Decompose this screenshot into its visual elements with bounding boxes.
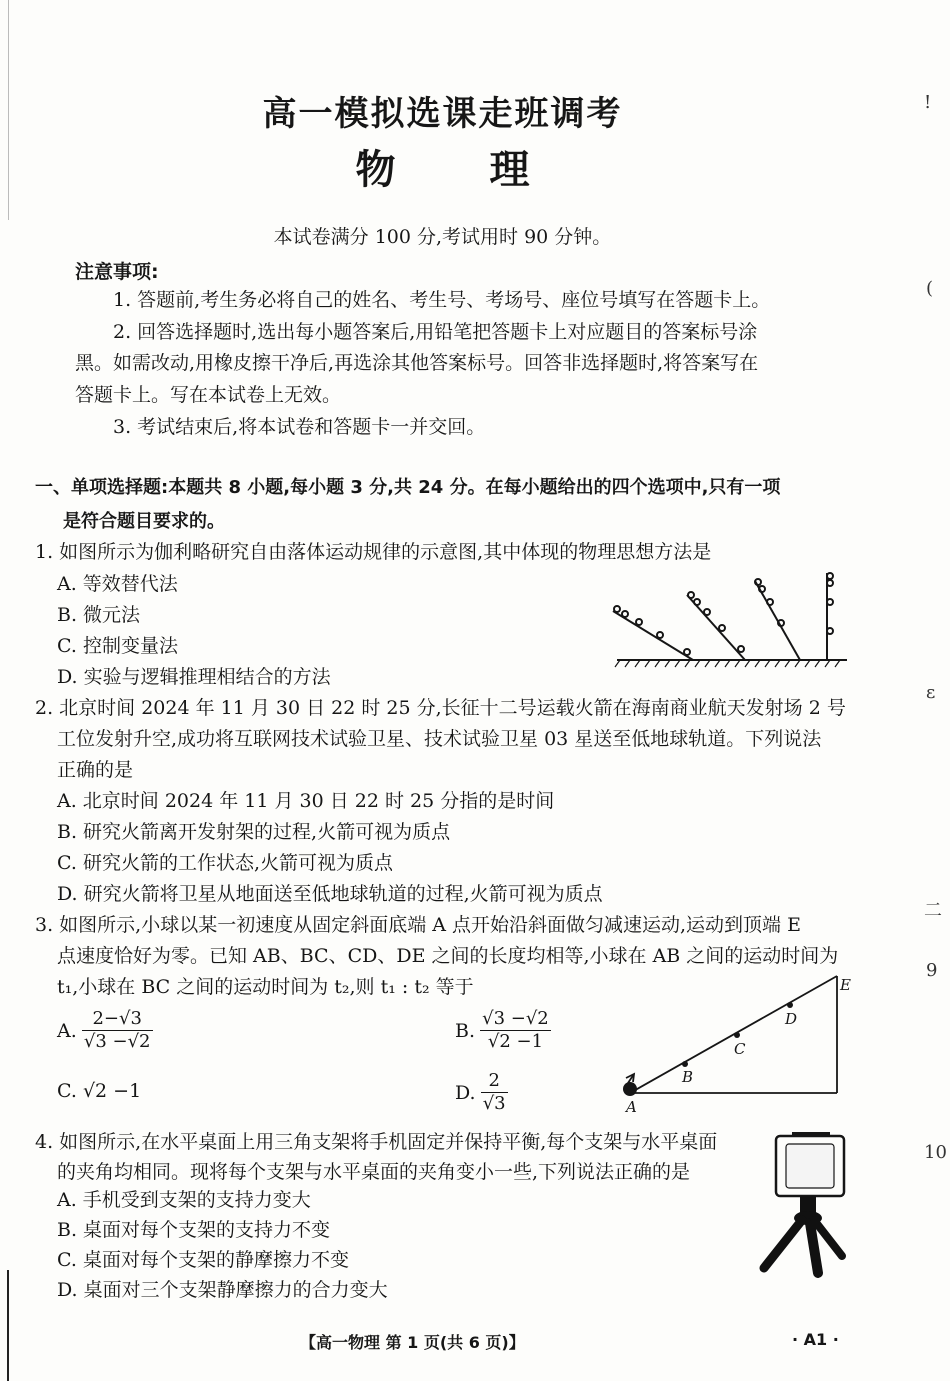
q2-stem-cont: 工位发射升空,成功将互联网技术试验卫星、技术试验卫星 03 星送至低地球轨道。下列说法 <box>57 728 822 750</box>
notice-line: 2. 回答选择题时,选出每小题答案后,用铅笔把答题卡上对应题目的答案标号涂 <box>113 321 758 343</box>
exam-info: 本试卷满分 100 分,考试用时 90 分钟。 <box>273 226 612 248</box>
q3-option-b-label: B. <box>455 1019 476 1042</box>
section-heading: 一、单项选择题:本题共 8 小题,每小题 3 分,共 24 分。在每小题给出的四个选项中,只有一项 <box>35 477 781 498</box>
notice-heading: 注意事项: <box>75 261 159 283</box>
q3-option-d <box>455 1070 508 1115</box>
point-label-b: B <box>682 1068 694 1086</box>
q2-option-b: B. 研究火箭离开发射架的过程,火箭可视为质点 <box>57 821 451 843</box>
point-label-a: A <box>626 1098 637 1116</box>
scan-edge <box>7 1270 9 1381</box>
page-code: · A1 · <box>792 1330 839 1349</box>
exam-title: 高一模拟选课走班调考 <box>262 94 623 134</box>
q1-stem: 1. 如图所示为伽利略研究自由落体运动规律的示意图,其中体现的物理思想方法是 <box>35 541 712 563</box>
q2-stem-cont: 正确的是 <box>57 759 134 781</box>
margin-mark: 二 <box>924 900 942 921</box>
scan-edge <box>8 0 9 220</box>
margin-mark: ε <box>926 682 936 703</box>
page-footer: 【高一物理 第 1 页(共 6 页)】 <box>300 1333 525 1352</box>
q4-stem: 4. 如图所示,在水平桌面上用三角支架将手机固定并保持平衡,每个支架与水平桌面 <box>35 1131 718 1153</box>
q1-option-b: B. 微元法 <box>57 604 141 626</box>
q2-stem: 2. 北京时间 2024 年 11 月 30 日 22 时 25 分,长征十二号运载火箭在海南商业航天发射场 2 号 <box>35 697 846 719</box>
margin-mark: 9 <box>926 960 938 981</box>
q3-option-b-denominator: √2 −1 <box>487 1031 544 1052</box>
q3-stem-cont: 点速度恰好为零。已知 AB、BC、CD、DE 之间的长度均相等,小球在 AB 之间的运动时间为 <box>57 945 839 967</box>
margin-mark: ! <box>924 92 932 113</box>
margin-mark: 10 <box>924 1142 947 1163</box>
incline-abcde-figure <box>612 968 857 1118</box>
q4-option-c: C. 桌面对每个支架的静摩擦力不变 <box>57 1249 349 1271</box>
q1-option-a: A. 等效替代法 <box>57 573 178 595</box>
point-label-d: D <box>785 1010 798 1028</box>
q2-option-c: C. 研究火箭的工作状态,火箭可视为质点 <box>57 852 393 874</box>
q3-option-d-numerator: 2 <box>481 1070 508 1093</box>
phone-tripod-figure <box>752 1128 862 1278</box>
q3-option-a-label: A. <box>57 1019 77 1042</box>
section-heading-cont: 是符合题目要求的。 <box>63 511 225 532</box>
subject-title: 物 理 <box>355 147 530 193</box>
margin-mark: ( <box>926 278 934 299</box>
notice-line: 黑。如需改动,用橡皮擦干净后,再选涂其他答案标号。回答非选择题时,将答案写在 <box>75 352 759 374</box>
notice-line: 3. 考试结束后,将本试卷和答题卡一并交回。 <box>113 416 486 438</box>
notice-line: 答题卡上。写在本试卷上无效。 <box>75 384 342 406</box>
q3-stem-cont: t₁,小球在 BC 之间的运动时间为 t₂,则 t₁ : t₂ 等于 <box>57 976 474 998</box>
q3-option-a <box>57 1008 153 1053</box>
notice-line: 1. 答题前,考生务必将自己的姓名、考生号、考场号、座位号填写在答题卡上。 <box>113 289 771 311</box>
q3-option-b <box>455 1008 551 1053</box>
q2-option-a: A. 北京时间 2024 年 11 月 30 日 22 时 25 分指的是时间 <box>57 790 555 812</box>
q4-stem-cont: 的夹角均相同。现将每个支架与水平桌面的夹角变小一些,下列说法正确的是 <box>57 1161 691 1183</box>
q3-option-b-fraction <box>480 1008 551 1053</box>
q3-option-a-fraction <box>82 1008 153 1053</box>
q3-stem: 3. 如图所示,小球以某一初速度从固定斜面底端 A 点开始沿斜面做匀减速运动,运动到顶端 E <box>35 914 801 936</box>
q1-option-d: D. 实验与逻辑推理相结合的方法 <box>57 666 331 688</box>
q4-option-a: A. 手机受到支架的支持力变大 <box>57 1189 311 1211</box>
point-label-c: C <box>734 1040 746 1058</box>
q3-option-b-numerator: √3 −√2 <box>482 1008 549 1029</box>
q1-option-c: C. 控制变量法 <box>57 635 178 657</box>
q3-option-c: C. √2 −1 <box>57 1080 142 1102</box>
q3-option-d-label: D. <box>455 1081 476 1104</box>
q4-option-b: B. 桌面对每个支架的支持力不变 <box>57 1219 331 1241</box>
q3-option-a-denominator: √3 −√2 <box>83 1031 151 1052</box>
q3-option-a-numerator: 2−√3 <box>82 1008 153 1031</box>
point-label-e: E <box>840 976 851 994</box>
q4-option-d: D. 桌面对三个支架静摩擦力的合力变大 <box>57 1279 388 1301</box>
q3-option-d-fraction <box>481 1070 508 1115</box>
galileo-incline-figure <box>605 565 855 675</box>
q3-option-d-denominator: √3 <box>482 1093 506 1114</box>
q2-option-d: D. 研究火箭将卫星从地面送至低地球轨道的过程,火箭可视为质点 <box>57 883 603 905</box>
